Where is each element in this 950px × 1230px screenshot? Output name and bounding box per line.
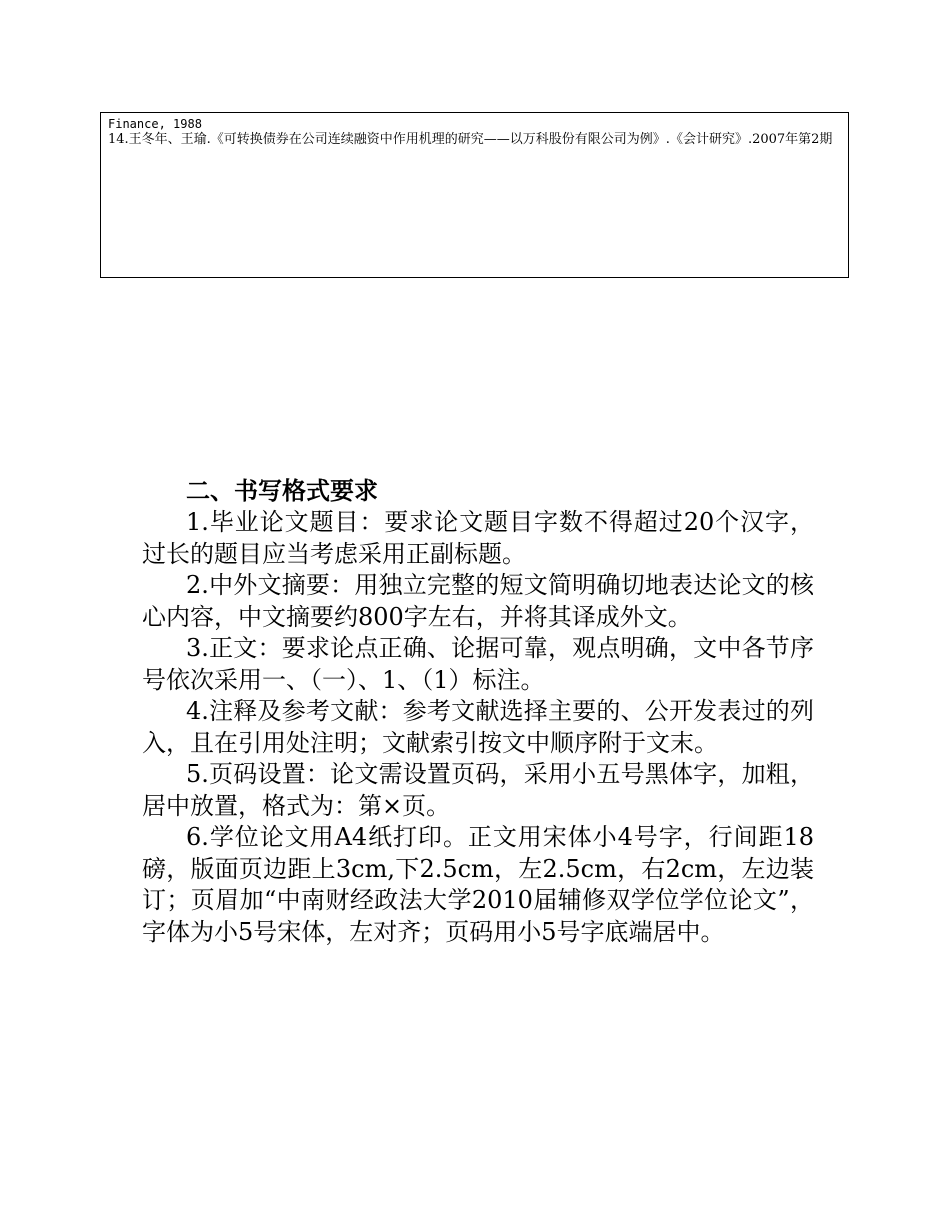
- reference-line-finance: Finance, 1988: [108, 117, 202, 131]
- writing-format-section: [142, 475, 814, 948]
- section-heading: 二、书写格式要求: [186, 477, 378, 505]
- paragraph-page-numbers: 5.页码设置：论文需设置页码，采用小五号黑体字，加粗，居中放置，格式为：第×页。: [142, 760, 814, 820]
- reference-line-14: 14.王冬年、王瑜.《可转换债券在公司连续融资中作用机理的研究——以万科股份有限公司为例》.《会计研究》.2007年第2期: [108, 132, 833, 147]
- paragraph-printing-format: 6.学位论文用A4纸打印。正文用宋体小4号字，行间距18磅，版面页边距上3cm,下2.5cm，左2.5cm，右2cm，左边装订；页眉加“中南财经政法大学2010届辅修双学位学位论文”，字体为小5号宋体，左对齐；页码用小5号字底端居中。: [142, 823, 814, 946]
- paragraph-abstract: 2.中外文摘要：用独立完整的短文简明确切地表达论文的核心内容，中文摘要约800字左右，并将其译成外文。: [142, 571, 814, 631]
- paragraph-notes-references: 4.注释及参考文献：参考文献选择主要的、公开发表过的列入，且在引用处注明；文献索引按文中顺序附于文末。: [142, 697, 814, 757]
- paragraph-thesis-title: 1.毕业论文题目：要求论文题目字数不得超过20个汉字，过长的题目应当考虑采用正副标题。: [142, 508, 814, 568]
- references-box: [100, 112, 849, 278]
- paragraph-body-text: 3.正文：要求论点正确、论据可靠，观点明确，文中各节序号依次采用一、（一）、1、（1）标注。: [142, 634, 814, 694]
